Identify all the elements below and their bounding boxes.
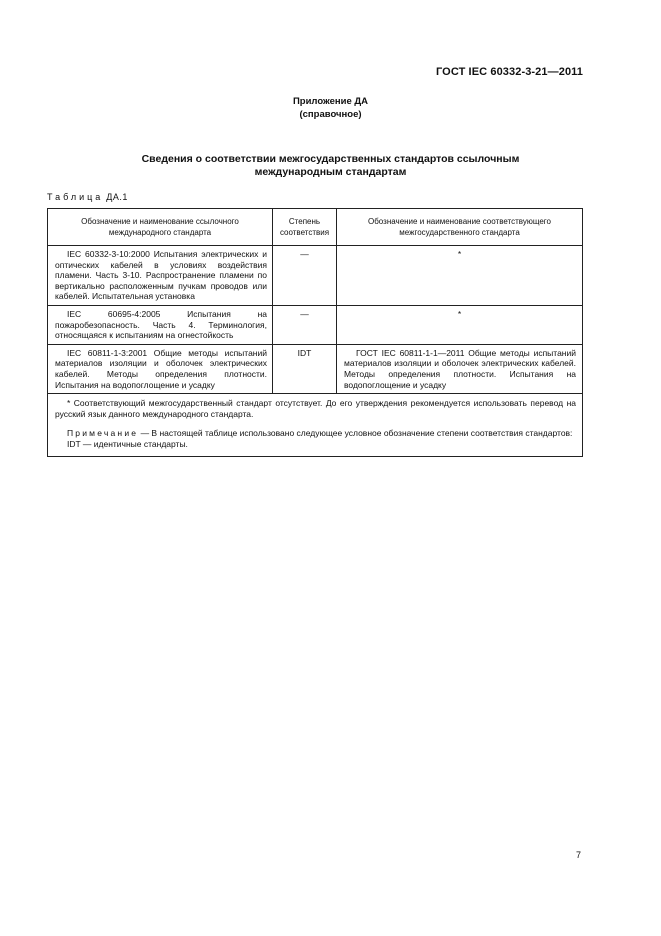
appendix-subtitle: (справочное) xyxy=(299,109,362,120)
page-number: 7 xyxy=(576,850,582,860)
footnote: * Соответствующий межгосударственный стандарт отсутствует. До его утверждения рекомендуется использовать перевод на русский язык данного международного стандарта. xyxy=(55,398,576,419)
correspondence-table xyxy=(47,208,583,457)
note-word: Примечание xyxy=(67,428,139,439)
table-caption xyxy=(47,192,128,202)
note-definition: IDT — идентичные стандарты. xyxy=(67,438,188,449)
table-caption-id: ДА.1 xyxy=(103,192,128,202)
table-caption-word: Таблица xyxy=(47,192,104,202)
header-degree: Степень соответствия xyxy=(273,209,337,246)
appendix-heading xyxy=(0,95,661,121)
section-title-line-1: Сведения о соответствии межгосударственных стандартов ссылочным xyxy=(141,153,520,165)
ref-standard-cell: IEC 60332-3-10:2000 Испытания электрических и оптических кабелей в условиях воздействия пламени. Часть 3-10. Распространение пламени по вертикально расположенным пучкам проводов или кабелей. Испытательная установка xyxy=(48,246,273,306)
table-row xyxy=(48,246,583,306)
ref-standard-cell: IEC 60811-1-3:2001 Общие методы испытаний материалов изоляции и оболочек электрических кабелей. Методы определения плотности. Испытания на водопоглощение и усадку xyxy=(48,344,273,393)
document-code: ГОСТ IEC 60332-3-21—2011 xyxy=(435,66,583,78)
header-intl-standard: Обозначение и наименование соответствующего межгосударственного стандарта xyxy=(337,209,583,246)
note xyxy=(55,428,576,439)
note-text: — В настоящей таблице использовано следующее условное обозначение степени соответствия стандартов: xyxy=(138,428,573,439)
degree-cell: — xyxy=(273,305,337,344)
intl-standard-cell: * xyxy=(337,246,583,306)
degree-cell: — xyxy=(273,246,337,306)
appendix-title: Приложение ДА xyxy=(292,96,369,107)
section-title xyxy=(90,153,571,179)
degree-cell: IDT xyxy=(273,344,337,393)
ref-standard-cell: IEC 60695-4:2005 Испытания на пожаробезопасность. Часть 4. Терминология, относящаяся к испытаниям на огнестойкость xyxy=(48,305,273,344)
table-footer-cell xyxy=(48,394,583,456)
header-ref-standard: Обозначение и наименование ссылочного международного стандарта xyxy=(48,209,273,246)
intl-standard-cell: ГОСТ IEC 60811-1-1—2011 Общие методы испытаний материалов изоляции и оболочек электрических кабелей. Методы определения плотности. Испытания на водопоглощение и усадку xyxy=(337,344,583,393)
section-title-line-2: международным стандартам xyxy=(254,166,407,178)
table-row xyxy=(48,305,583,344)
table-header-row xyxy=(48,209,583,246)
table-footer-row xyxy=(48,394,583,456)
intl-standard-cell: * xyxy=(337,305,583,344)
table-row xyxy=(48,344,583,393)
